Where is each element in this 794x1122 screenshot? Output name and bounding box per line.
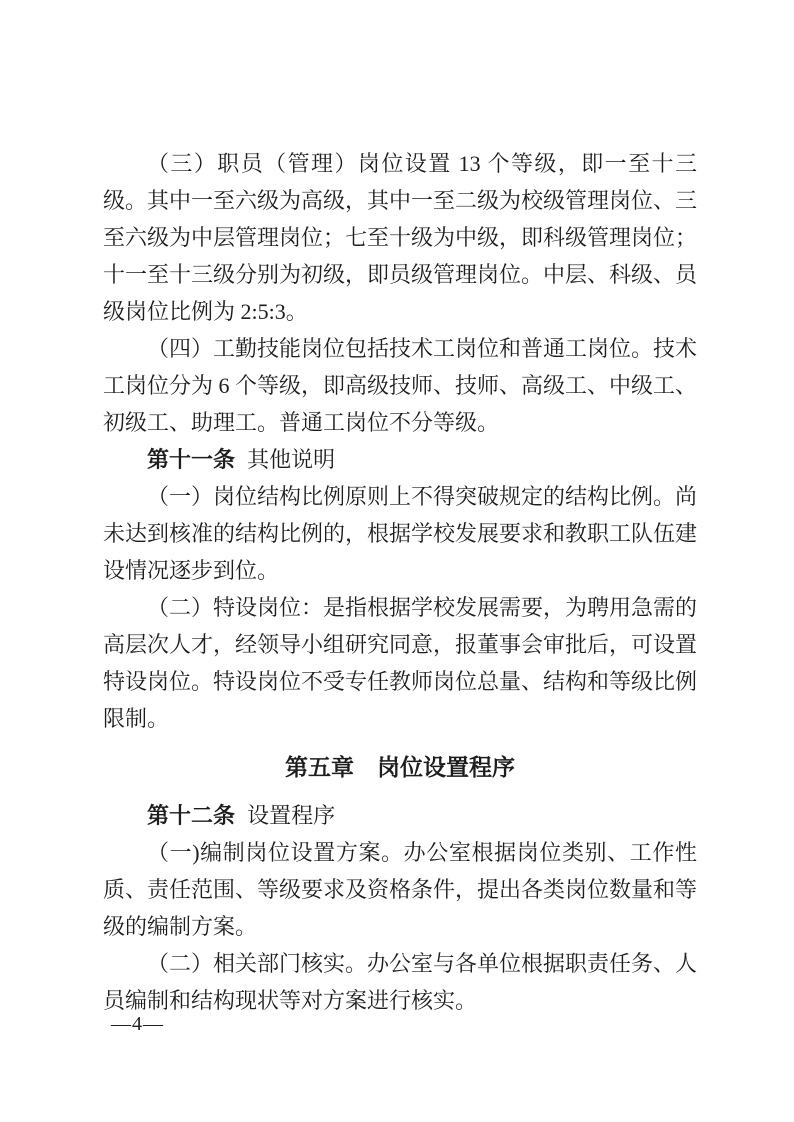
chapter-heading: 第五章 岗位设置程序 (285, 754, 515, 780)
body-paragraph: （一)编制岗位设置方案。办公室根据岗位类别、工作性质、责任范围、等级要求及资格条件，提出各类岗位数量和等级的编制方案。 (103, 840, 698, 939)
article-label: 第十一条 (147, 447, 236, 472)
document-body (103, 145, 697, 1019)
article-label: 第十二条 (147, 803, 236, 828)
body-paragraph: （三）职员（管理）岗位设置 13 个等级，即一至十三级。其中一至六级为高级，其中一至二级为校级管理岗位、三至六级为中层管理岗位；七至十级为中级，即科级管理岗位；十一至十三级分别为初级，即员级管理岗位。中层、科级、员级岗位比例为 2:5:3。 (103, 151, 698, 324)
article-paragraph: 第十二条 设置程序 (147, 803, 336, 828)
body-paragraph: （二）相关部门核实。办公室与各单位根据职责任务、人员编制和结构现状等对方案进行核实。 (103, 951, 698, 1013)
body-paragraph: （一）岗位结构比例原则上不得突破规定的结构比例。尚未达到核准的结构比例的，根据学校发展要求和教职工队伍建设情况逐步到位。 (103, 484, 698, 583)
article-paragraph: 第十一条 其他说明 (147, 447, 336, 472)
page-number: —4— (111, 1013, 164, 1035)
body-paragraph: （四）工勤技能岗位包括技术工岗位和普通工岗位。技术工岗位分为 6 个等级，即高级技师、技师、高级工、中级工、初级工、助理工。普通工岗位不分等级。 (103, 336, 698, 435)
body-paragraph: （二）特设岗位：是指根据学校发展需要，为聘用急需的高层次人才，经领导小组研究同意，报董事会审批后，可设置特设岗位。特设岗位不受专任教师岗位总量、结构和等级比例限制。 (103, 595, 698, 731)
